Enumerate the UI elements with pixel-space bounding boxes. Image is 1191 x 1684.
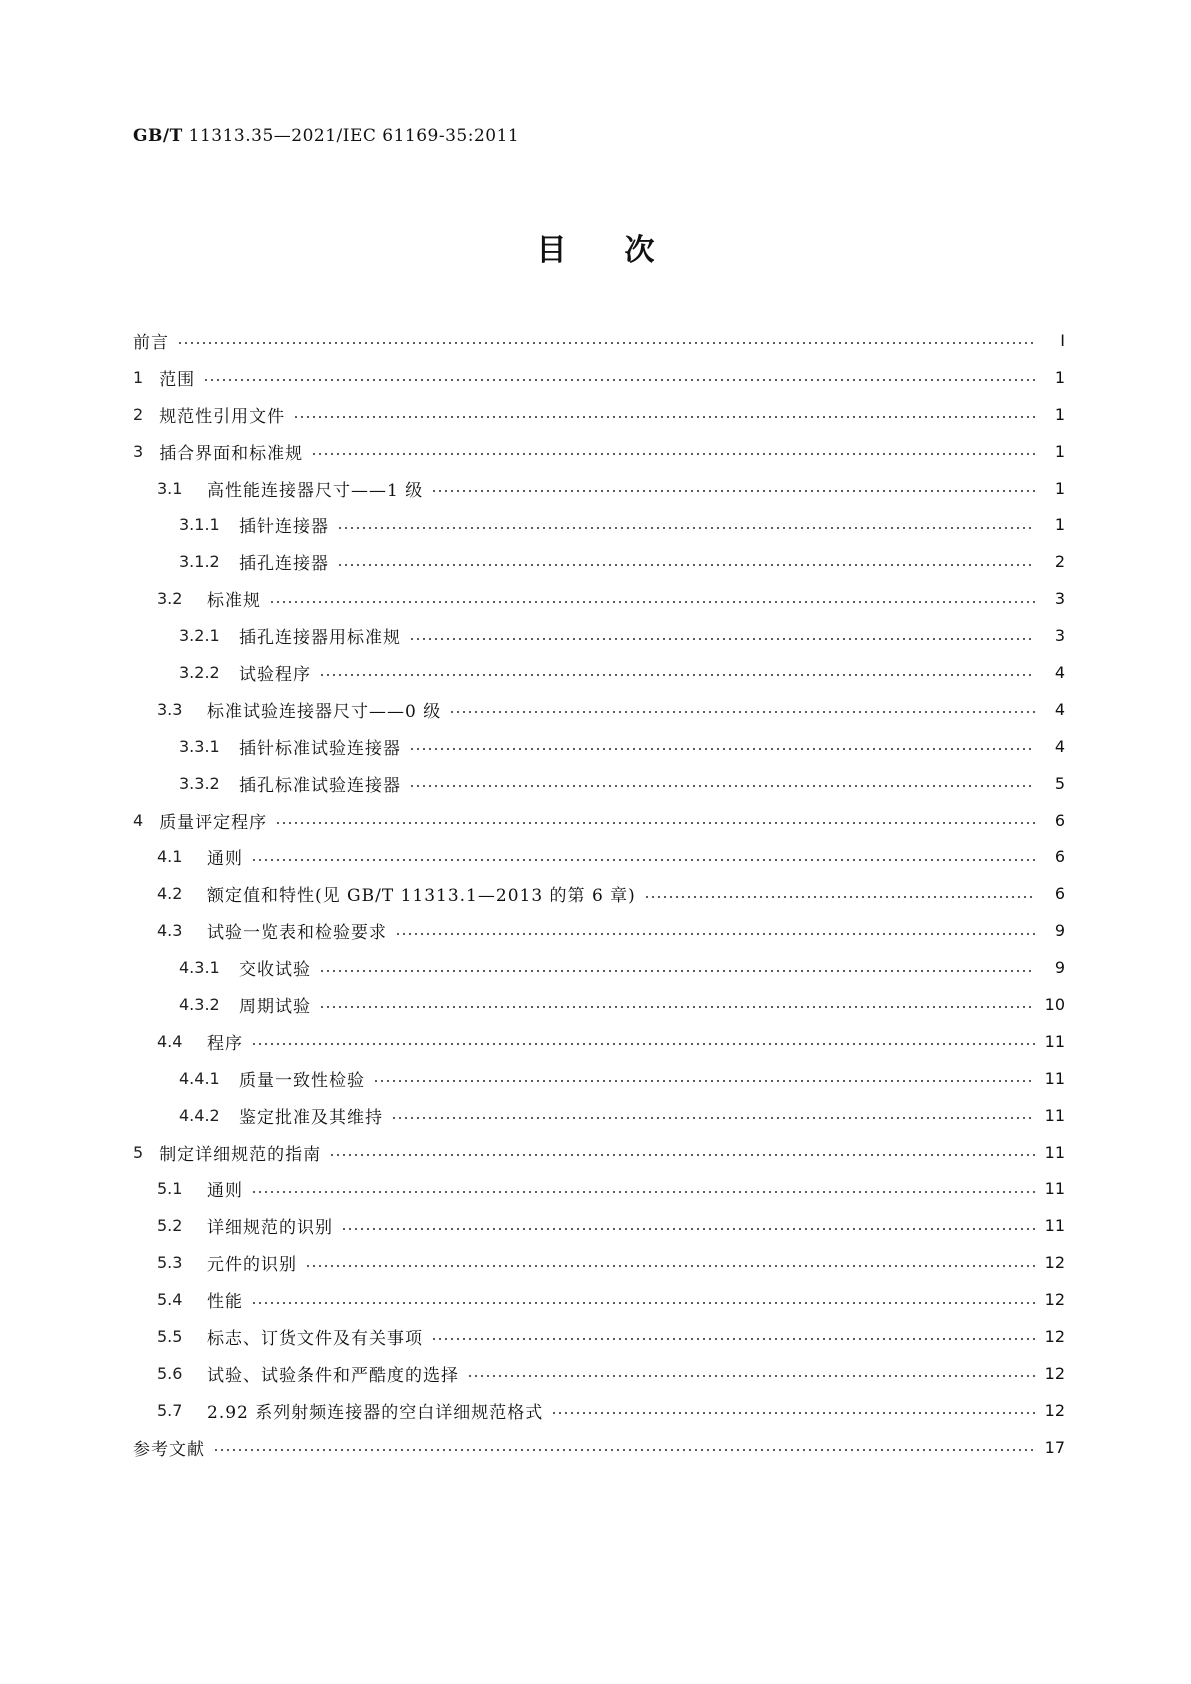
dot-leader [319, 674, 1035, 676]
toc-entry-page: 1 [1054, 478, 1065, 498]
toc-entry-label: 质量评定程序 [159, 812, 268, 833]
toc-entry-page: Ⅰ [1060, 330, 1065, 350]
toc-entry-page: 11 [1044, 1142, 1065, 1162]
dot-leader [269, 601, 1035, 603]
dot-leader [341, 1228, 1035, 1230]
toc-entry-page: 11 [1044, 1031, 1065, 1051]
toc-entry[interactable] [133, 949, 1065, 986]
toc-entry[interactable] [133, 654, 1065, 691]
toc-entry-label: 详细规范的识别 [207, 1218, 333, 1239]
standard-number [133, 126, 519, 146]
toc-entry-number: 5.3 [157, 1253, 183, 1273]
toc-entry-number: 3.1.1 [179, 515, 220, 535]
toc-entry-page: 6 [1054, 847, 1065, 867]
toc-entry-number: 5.4 [157, 1290, 183, 1310]
toc-entry-number: 3 [133, 441, 144, 461]
dot-leader [251, 1191, 1035, 1193]
toc-entry-page: 11 [1044, 1179, 1065, 1199]
toc-entry-label: 程序 [207, 1033, 243, 1054]
toc-entry[interactable] [133, 617, 1065, 654]
toc-entry-label: 高性能连接器尺寸——1 级 [207, 480, 424, 501]
toc-entry[interactable] [133, 1097, 1065, 1134]
title-char-2: 次 [624, 233, 655, 268]
toc-entry-label: 通则 [207, 849, 243, 870]
toc-entry[interactable] [133, 1392, 1065, 1429]
toc-entry[interactable] [133, 1429, 1065, 1466]
toc-entry-number: 3.3.2 [179, 773, 220, 793]
toc-entry-page: 11 [1044, 1105, 1065, 1125]
toc-entry[interactable] [133, 875, 1065, 912]
toc-entry-label: 质量一致性检验 [239, 1070, 365, 1091]
toc-entry-page: 5 [1054, 773, 1065, 793]
toc-entry-label: 试验程序 [239, 664, 311, 685]
toc-entry-number: 4.4.1 [179, 1068, 220, 1088]
dot-leader [305, 1265, 1035, 1267]
toc-entry[interactable] [133, 580, 1065, 617]
toc-entry-number: 3.3.1 [179, 736, 220, 756]
dot-leader [551, 1412, 1035, 1414]
dot-leader [409, 785, 1035, 787]
toc-entry[interactable] [133, 1134, 1065, 1171]
toc-entry-page: 4 [1054, 736, 1065, 756]
dot-leader [409, 748, 1035, 750]
toc-entry-label: 插孔连接器 [239, 554, 329, 575]
toc-entry-number: 3.1 [157, 478, 183, 498]
table-of-contents [133, 322, 1065, 1466]
toc-entry[interactable] [133, 396, 1065, 433]
toc-entry-number: 5.6 [157, 1363, 183, 1383]
toc-entry-label: 规范性引用文件 [159, 406, 286, 427]
toc-entry-page: 12 [1044, 1290, 1065, 1310]
toc-entry-label: 标志、订货文件及有关事项 [207, 1328, 423, 1349]
toc-entry[interactable] [133, 322, 1065, 359]
toc-entry-page: 4 [1054, 662, 1065, 682]
toc-entry-label: 插合界面和标准规 [159, 443, 304, 464]
toc-entry-label: 元件的识别 [207, 1255, 297, 1276]
dot-leader [431, 1338, 1035, 1340]
dot-leader [391, 1117, 1035, 1119]
toc-entry-number: 4.4 [157, 1031, 183, 1051]
toc-entry-number: 3.2 [157, 589, 183, 609]
dot-leader [329, 1154, 1035, 1156]
toc-entry-number: 4.3.2 [179, 994, 220, 1014]
toc-entry-page: 6 [1054, 810, 1065, 830]
toc-entry[interactable] [133, 838, 1065, 875]
dot-leader [337, 564, 1035, 566]
toc-entry-label: 试验一览表和检验要求 [207, 923, 387, 944]
dot-leader [203, 379, 1035, 381]
toc-entry-number: 5.7 [157, 1400, 183, 1420]
dot-leader [337, 527, 1035, 529]
toc-entry[interactable] [133, 359, 1065, 396]
toc-entry[interactable] [133, 802, 1065, 839]
toc-entry-label: 插孔连接器用标准规 [239, 628, 401, 649]
dot-leader [467, 1375, 1035, 1377]
dot-leader [644, 896, 1035, 898]
toc-entry-page: 4 [1054, 699, 1065, 719]
toc-entry-page: 10 [1044, 994, 1065, 1014]
toc-entry-page: 2 [1054, 552, 1065, 572]
toc-entry[interactable] [133, 986, 1065, 1023]
toc-entry-label: 标准试验连接器尺寸——0 级 [207, 701, 442, 722]
toc-entry-page: 11 [1044, 1068, 1065, 1088]
dot-leader [431, 490, 1035, 492]
toc-entry-number: 4.2 [157, 884, 183, 904]
toc-entry-label: 范围 [159, 369, 196, 390]
toc-entry-label: 2.92 系列射频连接器的空白详细规范格式 [207, 1402, 544, 1423]
toc-entry-number: 4.3.1 [179, 958, 220, 978]
dot-leader [213, 1449, 1035, 1451]
toc-entry-page: 1 [1054, 404, 1065, 424]
toc-entry-page: 12 [1044, 1400, 1065, 1420]
toc-entry-label: 周期试验 [239, 996, 311, 1017]
toc-entry-label: 前言 [133, 332, 169, 353]
dot-leader [319, 970, 1035, 972]
standard-suffix: 11313.35—2021/IEC 61169-35:2011 [182, 126, 520, 146]
toc-entry-label: 标准规 [207, 591, 261, 612]
toc-entry-number: 3.2.1 [179, 626, 220, 646]
toc-entry-page: 17 [1044, 1437, 1065, 1457]
toc-entry-page: 3 [1054, 626, 1065, 646]
toc-entry-number: 5.5 [157, 1326, 183, 1346]
toc-entry-number: 3.3 [157, 699, 183, 719]
toc-entry-label: 插孔标准试验连接器 [239, 775, 401, 796]
toc-entry[interactable] [133, 1281, 1065, 1318]
dot-leader [293, 416, 1035, 418]
page-title [0, 225, 1191, 269]
toc-entry-number: 5.2 [157, 1216, 183, 1236]
toc-entry-number: 3.2.2 [179, 662, 220, 682]
toc-entry[interactable] [133, 470, 1065, 507]
toc-entry-number: 1 [133, 367, 144, 387]
dot-leader [177, 342, 1035, 344]
toc-entry[interactable] [133, 506, 1065, 543]
toc-entry-number: 4.3 [157, 921, 183, 941]
toc-entry-page: 9 [1054, 958, 1065, 978]
toc-entry-label: 通则 [207, 1181, 243, 1202]
dot-leader [319, 1006, 1035, 1008]
toc-entry-label: 交收试验 [239, 960, 311, 981]
dot-leader [395, 933, 1035, 935]
dot-leader [251, 1043, 1035, 1045]
toc-entry-label: 参考文献 [133, 1439, 205, 1460]
toc-entry[interactable] [133, 433, 1065, 470]
toc-entry-label: 性能 [207, 1292, 243, 1313]
dot-leader [311, 453, 1035, 455]
toc-entry[interactable] [133, 1060, 1065, 1097]
toc-entry-page: 12 [1044, 1253, 1065, 1273]
toc-entry-page: 12 [1044, 1326, 1065, 1346]
toc-entry-number: 3.1.2 [179, 552, 220, 572]
toc-entry-page: 11 [1044, 1216, 1065, 1236]
toc-entry-page: 9 [1054, 921, 1065, 941]
toc-entry[interactable] [133, 1170, 1065, 1207]
dot-leader [275, 822, 1035, 824]
toc-entry-label: 鉴定批准及其维持 [239, 1107, 383, 1128]
toc-entry[interactable] [133, 1318, 1065, 1355]
dot-leader [251, 859, 1035, 861]
dot-leader [373, 1080, 1035, 1082]
toc-entry-label: 试验、试验条件和严酷度的选择 [207, 1365, 459, 1386]
toc-entry-page: 6 [1054, 884, 1065, 904]
toc-entry-label: 额定值和特性(见 GB/T 11313.1—2013 的第 6 章) [207, 886, 636, 907]
toc-entry-page: 1 [1054, 515, 1065, 535]
toc-entry[interactable] [133, 1023, 1065, 1060]
toc-entry-number: 5.1 [157, 1179, 183, 1199]
toc-entry-label: 插针标准试验连接器 [239, 738, 401, 759]
toc-entry[interactable] [133, 691, 1065, 728]
toc-entry[interactable] [133, 1244, 1065, 1281]
toc-entry-number: 4 [133, 810, 144, 830]
title-char-1: 目 [536, 233, 567, 268]
toc-entry-page: 12 [1044, 1363, 1065, 1383]
toc-entry-page: 1 [1054, 441, 1065, 461]
toc-entry-label: 制定详细规范的指南 [159, 1144, 322, 1165]
toc-entry[interactable] [133, 912, 1065, 949]
toc-entry-number: 4.1 [157, 847, 183, 867]
standard-prefix: GB/T [133, 126, 183, 146]
toc-entry[interactable] [133, 728, 1065, 765]
toc-entry[interactable] [133, 765, 1065, 802]
toc-entry-number: 5 [133, 1142, 144, 1162]
toc-entry-page: 3 [1054, 589, 1065, 609]
dot-leader [449, 711, 1035, 713]
dot-leader [409, 638, 1035, 640]
toc-entry[interactable] [133, 1207, 1065, 1244]
toc-entry[interactable] [133, 543, 1065, 580]
toc-entry-number: 2 [133, 404, 144, 424]
toc-entry-number: 4.4.2 [179, 1105, 220, 1125]
toc-entry-page: 1 [1054, 367, 1065, 387]
toc-entry-label: 插针连接器 [239, 517, 329, 538]
dot-leader [251, 1302, 1035, 1304]
toc-entry[interactable] [133, 1355, 1065, 1392]
